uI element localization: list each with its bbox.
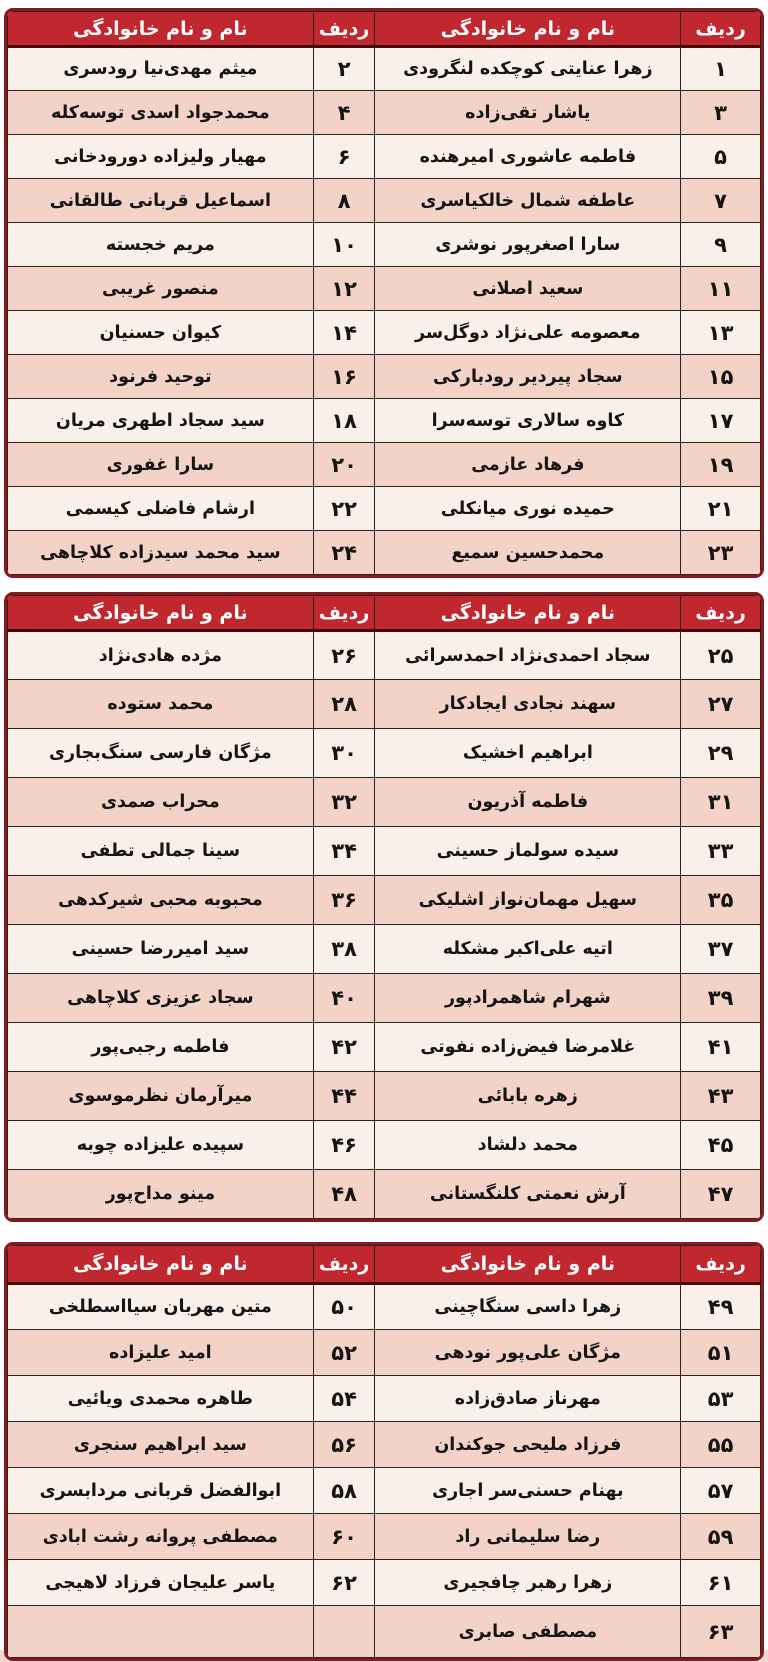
row-number-cell: ۱۳ bbox=[681, 311, 761, 355]
person-name-cell: سیده سولماز حسینی bbox=[375, 827, 681, 876]
row-number-cell: ۴ bbox=[313, 91, 375, 135]
person-name-cell: سعید اصلانی bbox=[375, 267, 681, 311]
row-number-cell: ۲۸ bbox=[313, 680, 375, 729]
person-name-cell: محمدحسین سمیع bbox=[375, 531, 681, 575]
row-number-cell: ۳ bbox=[681, 91, 761, 135]
person-name-cell: سید امیررضا حسینی bbox=[8, 925, 314, 974]
person-name-cell: حمیده نوری میانکلی bbox=[375, 487, 681, 531]
table-row bbox=[8, 1560, 761, 1606]
row-number-cell: ۴۹ bbox=[681, 1284, 761, 1330]
table-row bbox=[8, 1170, 761, 1219]
row-number-cell: ۹ bbox=[681, 223, 761, 267]
row-number-cell: ۱۸ bbox=[313, 399, 375, 443]
row-number-cell: ۲ bbox=[313, 47, 375, 91]
table-row bbox=[8, 487, 761, 531]
row-number-cell: ۳۷ bbox=[681, 925, 761, 974]
person-name-cell: سید سجاد اطهری مریان bbox=[8, 399, 314, 443]
person-name-cell: مهرناز صادق‌زاده bbox=[375, 1376, 681, 1422]
person-name-cell: آرش نعمتی کلنگستانی bbox=[375, 1170, 681, 1219]
row-number-cell: ۵۲ bbox=[313, 1330, 375, 1376]
table-row bbox=[8, 1072, 761, 1121]
table-row bbox=[8, 1284, 761, 1330]
table-row bbox=[8, 399, 761, 443]
row-number-cell: ۳۶ bbox=[313, 876, 375, 925]
row-number-cell: ۳۰ bbox=[313, 729, 375, 778]
person-name-cell: سارا اصغرپور نوشری bbox=[375, 223, 681, 267]
row-number-cell: ۴۶ bbox=[313, 1121, 375, 1170]
person-name-cell: محبوبه محبی شیرکدهی bbox=[8, 876, 314, 925]
table-row bbox=[8, 443, 761, 487]
row-number-cell: ۱۶ bbox=[313, 355, 375, 399]
column-header-radif: ردیف bbox=[681, 1246, 761, 1284]
table-row bbox=[8, 1606, 761, 1658]
row-number-cell: ۲۵ bbox=[681, 631, 761, 680]
person-name-cell: فرزاد ملیحی جوکندان bbox=[375, 1422, 681, 1468]
person-name-cell: کاوه سالاری توسه‌سرا bbox=[375, 399, 681, 443]
column-header-radif: ردیف bbox=[681, 596, 761, 631]
row-number-cell: ۵۴ bbox=[313, 1376, 375, 1422]
column-header-name: نام و نام خانوادگی bbox=[8, 1246, 314, 1284]
table-row bbox=[8, 47, 761, 91]
person-name-cell: رضا سلیمانی راد bbox=[375, 1514, 681, 1560]
names-table-1 bbox=[4, 8, 764, 578]
row-number-cell: ۲۳ bbox=[681, 531, 761, 575]
header-row bbox=[8, 596, 761, 631]
row-number-cell: ۶۲ bbox=[313, 1560, 375, 1606]
person-name-cell: منصور غریبی bbox=[8, 267, 314, 311]
row-number-cell: ۳۹ bbox=[681, 974, 761, 1023]
names-table-2-grid bbox=[7, 595, 761, 1219]
person-name-cell: سید ابراهیم سنجری bbox=[8, 1422, 314, 1468]
person-name-cell: سجاد پیردیر رودبارکی bbox=[375, 355, 681, 399]
person-name-cell: سارا غفوری bbox=[8, 443, 314, 487]
table-row bbox=[8, 876, 761, 925]
person-name-cell: زهرا عنایتی کوچکده لنگرودی bbox=[375, 47, 681, 91]
table-row bbox=[8, 179, 761, 223]
column-header-name: نام و نام خانوادگی bbox=[8, 596, 314, 631]
table-row bbox=[8, 135, 761, 179]
row-number-cell: ۲۶ bbox=[313, 631, 375, 680]
person-name-cell: عاطفه شمال خالکیاسری bbox=[375, 179, 681, 223]
row-number-cell: ۵۷ bbox=[681, 1468, 761, 1514]
table-row bbox=[8, 1376, 761, 1422]
person-name-cell: فاطمه آذریون bbox=[375, 778, 681, 827]
row-number-cell: ۱ bbox=[681, 47, 761, 91]
row-number-cell: ۲۴ bbox=[313, 531, 375, 575]
table-row bbox=[8, 680, 761, 729]
row-number-cell: ۳۴ bbox=[313, 827, 375, 876]
table-row bbox=[8, 1422, 761, 1468]
person-name-cell: مصطفی صابری bbox=[375, 1606, 681, 1658]
column-header-name: نام و نام خانوادگی bbox=[375, 12, 681, 47]
row-number-cell: ۵۵ bbox=[681, 1422, 761, 1468]
row-number-cell: ۵ bbox=[681, 135, 761, 179]
row-number-cell: ۲۱ bbox=[681, 487, 761, 531]
header-row bbox=[8, 12, 761, 47]
names-table-1-grid bbox=[7, 11, 761, 575]
person-name-cell: مینو مداح‌پور bbox=[8, 1170, 314, 1219]
row-number-cell: ۶۳ bbox=[681, 1606, 761, 1658]
row-number-cell: ۶۰ bbox=[313, 1514, 375, 1560]
table-row bbox=[8, 1121, 761, 1170]
names-table-3 bbox=[4, 1242, 764, 1661]
row-number-cell: ۴۴ bbox=[313, 1072, 375, 1121]
person-name-cell: امید علیزاده bbox=[8, 1330, 314, 1376]
person-name-cell: زهرا رهبر چافجیری bbox=[375, 1560, 681, 1606]
table-row bbox=[8, 778, 761, 827]
row-number-cell: ۳۱ bbox=[681, 778, 761, 827]
person-name-cell: یاسر علیجان فرزاد لاهیجی bbox=[8, 1560, 314, 1606]
person-name-cell: سهیل مهمان‌نواز اشلیکی bbox=[375, 876, 681, 925]
person-name-cell: میثم مهدی‌نیا رودسری bbox=[8, 47, 314, 91]
person-name-cell: مصطفی پروانه رشت ابادی bbox=[8, 1514, 314, 1560]
row-number-cell: ۱۴ bbox=[313, 311, 375, 355]
row-number-cell: ۴۸ bbox=[313, 1170, 375, 1219]
table-row bbox=[8, 355, 761, 399]
person-name-cell: محراب صمدی bbox=[8, 778, 314, 827]
row-number-cell: ۴۳ bbox=[681, 1072, 761, 1121]
person-name-cell: محمد ستوده bbox=[8, 680, 314, 729]
row-number-cell: ۵۶ bbox=[313, 1422, 375, 1468]
person-name-cell: غلامرضا فیض‌زاده نفوتی bbox=[375, 1023, 681, 1072]
person-name-cell: سهند نجادی ایجادکار bbox=[375, 680, 681, 729]
row-number-cell: ۷ bbox=[681, 179, 761, 223]
row-number-cell: ۴۵ bbox=[681, 1121, 761, 1170]
person-name-cell: مژگان فارسی سنگ‌بجاری bbox=[8, 729, 314, 778]
row-number-cell: ۸ bbox=[313, 179, 375, 223]
person-name-cell: سینا جمالی تطفی bbox=[8, 827, 314, 876]
person-name-cell: ابراهیم اخشیک bbox=[375, 729, 681, 778]
person-name-cell: مژگان علی‌پور نودهی bbox=[375, 1330, 681, 1376]
table-row bbox=[8, 974, 761, 1023]
row-number-cell: ۴۰ bbox=[313, 974, 375, 1023]
person-name-cell: بهنام حسنی‌سر اجاری bbox=[375, 1468, 681, 1514]
row-number-cell: ۱۰ bbox=[313, 223, 375, 267]
table-row bbox=[8, 1514, 761, 1560]
row-number-cell: ۲۹ bbox=[681, 729, 761, 778]
row-number-cell: ۵۱ bbox=[681, 1330, 761, 1376]
row-number-cell: ۵۸ bbox=[313, 1468, 375, 1514]
person-name-cell: مهیار ولیزاده دورودخانی bbox=[8, 135, 314, 179]
row-number-cell: ۲۰ bbox=[313, 443, 375, 487]
person-name-cell: سید محمد سیدزاده کلاچاهی bbox=[8, 531, 314, 575]
column-header-radif: ردیف bbox=[313, 1246, 375, 1284]
row-number-cell: ۴۷ bbox=[681, 1170, 761, 1219]
person-name-cell: مژده هادی‌نژاد bbox=[8, 631, 314, 680]
names-table-3-grid bbox=[7, 1245, 761, 1658]
column-header-name: نام و نام خانوادگی bbox=[375, 1246, 681, 1284]
row-number-cell: ۳۳ bbox=[681, 827, 761, 876]
row-number-cell: ۲۷ bbox=[681, 680, 761, 729]
person-name-cell: سپیده علیزاده چوبه bbox=[8, 1121, 314, 1170]
person-name-cell: زهره بابائی bbox=[375, 1072, 681, 1121]
person-name-cell: فاطمه عاشوری امیرهنده bbox=[375, 135, 681, 179]
row-number-cell: ۳۸ bbox=[313, 925, 375, 974]
person-name-cell: میرآرمان نظرموسوی bbox=[8, 1072, 314, 1121]
person-name-cell: توحید فرنود bbox=[8, 355, 314, 399]
person-name-cell: ارشام فاضلی کیسمی bbox=[8, 487, 314, 531]
person-name-cell: سجاد عزیزی کلاچاهی bbox=[8, 974, 314, 1023]
table-row bbox=[8, 1023, 761, 1072]
person-name-cell: یاشار تقی‌زاده bbox=[375, 91, 681, 135]
row-number-cell: ۵۹ bbox=[681, 1514, 761, 1560]
table-row bbox=[8, 631, 761, 680]
person-name-cell: اسماعیل قربانی طالقانی bbox=[8, 179, 314, 223]
table-row bbox=[8, 925, 761, 974]
row-number-cell: ۲۲ bbox=[313, 487, 375, 531]
row-number-cell: ۱۲ bbox=[313, 267, 375, 311]
row-number-cell: ۳۵ bbox=[681, 876, 761, 925]
person-name-cell: محمد دلشاد bbox=[375, 1121, 681, 1170]
person-name-cell: طاهره محمدی ویائیی bbox=[8, 1376, 314, 1422]
person-name-cell: معصومه علی‌نژاد دوگل‌سر bbox=[375, 311, 681, 355]
column-header-name: نام و نام خانوادگی bbox=[375, 596, 681, 631]
column-header-radif: ردیف bbox=[313, 12, 375, 47]
person-name-cell: ابوالفضل قربانی مردابسری bbox=[8, 1468, 314, 1514]
table-row bbox=[8, 267, 761, 311]
row-number-cell: ۴۲ bbox=[313, 1023, 375, 1072]
row-number-cell bbox=[313, 1606, 375, 1658]
header-row bbox=[8, 1246, 761, 1284]
person-name-cell: شهرام شاهمرادپور bbox=[375, 974, 681, 1023]
row-number-cell: ۴۱ bbox=[681, 1023, 761, 1072]
column-header-radif: ردیف bbox=[313, 596, 375, 631]
person-name-cell: متین مهربان سیااسطلخی bbox=[8, 1284, 314, 1330]
row-number-cell: ۵۰ bbox=[313, 1284, 375, 1330]
person-name-cell bbox=[8, 1606, 314, 1658]
table-row bbox=[8, 91, 761, 135]
table-row bbox=[8, 1330, 761, 1376]
table-row bbox=[8, 311, 761, 355]
row-number-cell: ۶ bbox=[313, 135, 375, 179]
row-number-cell: ۱۵ bbox=[681, 355, 761, 399]
row-number-cell: ۱۹ bbox=[681, 443, 761, 487]
person-name-cell: کیوان حسنیان bbox=[8, 311, 314, 355]
row-number-cell: ۵۳ bbox=[681, 1376, 761, 1422]
person-name-cell: زهرا داسی سنگاچینی bbox=[375, 1284, 681, 1330]
column-header-name: نام و نام خانوادگی bbox=[8, 12, 314, 47]
names-table-2 bbox=[4, 592, 764, 1222]
table-row bbox=[8, 729, 761, 778]
row-number-cell: ۱۱ bbox=[681, 267, 761, 311]
row-number-cell: ۱۷ bbox=[681, 399, 761, 443]
table-row bbox=[8, 1468, 761, 1514]
row-number-cell: ۶۱ bbox=[681, 1560, 761, 1606]
person-name-cell: سجاد احمدی‌نژاد احمدسرائی bbox=[375, 631, 681, 680]
person-name-cell: محمدجواد اسدی توسه‌کله bbox=[8, 91, 314, 135]
person-name-cell: مریم خجسته bbox=[8, 223, 314, 267]
table-row bbox=[8, 531, 761, 575]
table-row bbox=[8, 223, 761, 267]
person-name-cell: فاطمه رجبی‌پور bbox=[8, 1023, 314, 1072]
table-row bbox=[8, 827, 761, 876]
column-header-radif: ردیف bbox=[681, 12, 761, 47]
row-number-cell: ۳۲ bbox=[313, 778, 375, 827]
person-name-cell: اتیه علی‌اکبر مشکله bbox=[375, 925, 681, 974]
person-name-cell: فرهاد عازمی bbox=[375, 443, 681, 487]
